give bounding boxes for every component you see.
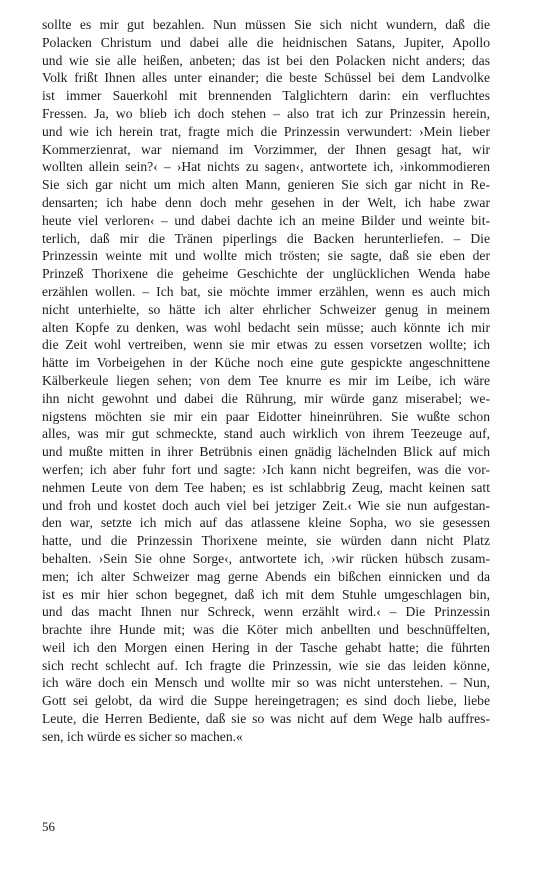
text-line: alten Kopfe zu denken, was wohl bedacht sein müsse; auch könnte ich mir — [42, 319, 490, 335]
text-line: sen, ich würde es sicher so machen.« — [42, 728, 243, 744]
text-line: Gott sei gelobt, da wird die Suppe hereingetragen; es sind doch liebe, liebe — [42, 693, 490, 709]
text-line: hatte, und die Prinzessin Thorixene meinte, sie würden dann nicht Platz — [42, 533, 490, 549]
text-line: und wie ich herein trat, fragte mich die Prinzessin verwundert: ›Mein lieber — [42, 123, 490, 139]
text-line: alles, was mir gut schmeckte, stand auch wirklich von ihrem Teezeuge auf, — [42, 426, 490, 442]
text-line: Polacken Christum und dabei alle die heidnischen Satans, Jupiter, Apollo — [42, 34, 490, 50]
text-line: densarten; ich habe denn doch mehr gesehen in der Welt, ich habe zwar — [42, 194, 490, 210]
text-line: nehmen Leute von dem Tee haben; es ist schlabbrig Zeug, macht keinen satt — [42, 479, 490, 495]
body-text — [42, 16, 490, 746]
text-line: hätte im Vorbeigehen in der Küche noch eine gute gespickte angeschnittene — [42, 355, 490, 371]
text-line: Fressen. Ja, wo blieb ich doch stehen – also trat ich zur Prinzessin herein, — [42, 105, 490, 121]
text-line: ist es mir hier schon begegnet, daß ich mit dem Stuhle umgeschlagen bin, — [42, 586, 490, 602]
text-line: Kommerzienrat, war niemand im Vorzimmer, der Ihnen gesagt hat, wir — [42, 141, 490, 157]
text-line: und wie sie alle heißen, anbeten; das ist bei den Polacken nicht anders; das — [42, 52, 490, 68]
text-line: Prinzessin weinte mit und wollte mich trösten; sie sagte, daß sie eben der — [42, 248, 490, 264]
text-line: ihn nicht gewohnt und dabei die Rührung, mir würde ganz miserabel; we- — [42, 390, 490, 406]
text-line: und mußte mitten in ihrer Betrübnis einen gnädig lächelnden Blick auf mich — [42, 444, 490, 460]
text-line: behalten. ›Sein Sie ohne Sorge‹, antwortete ich, ›wir rücken hübsch zusam- — [42, 550, 490, 566]
text-line: nigstens möchten sie mir ein paar Eidotter hineinrühren. Sie wußte schon — [42, 408, 490, 424]
text-line: brachte ihre Hunde mit; was die Köter mich anbellten und beschnüffelten, — [42, 622, 490, 638]
text-line: heute viel verloren‹ – und dabei dachte ich an meine Bilder und weinte bit- — [42, 212, 490, 228]
text-line: ist immer Sauerkohl mit brennenden Talglichtern darin: ein verfluchtes — [42, 88, 490, 104]
text-line: sollte es mir gut bezahlen. Nun müssen Sie sich nicht wundern, daß die — [42, 17, 490, 32]
text-line: wollten allein sein?‹ – ›Hat nichts zu sagen‹, antwortete ich, ›inkommodieren — [42, 159, 490, 175]
text-line: Leute, die Herren Bediente, daß sie so was nicht auf dem Wege halb auffres- — [42, 711, 490, 727]
text-line: und das macht Ihnen nur Schreck, wenn erzählt wird.‹ – Die Prinzessin — [42, 604, 490, 620]
text-line: den war, setzte ich mich auf das atlassene kleine Sopha, wo sie gesessen — [42, 515, 490, 531]
text-line: die Zeit wohl vertreiben, wenn sie mir etwas zu essen vorsetzen wollte; ich — [42, 337, 490, 353]
text-line: und froh und kostet doch auch viel bei jetziger Zeit.‹ Wie sie nun aufgestan- — [42, 497, 490, 513]
text-line: Sie sich gar nicht um mich alten Mann, genieren Sie sich gar nicht in Re- — [42, 177, 490, 193]
text-line: Volk frißt Ihnen alles unter einander; die beste Schüssel bei dem Landvolke — [42, 70, 490, 86]
page-number: 56 — [42, 819, 55, 834]
text-line: weil ich den Morgen einen Hering in der Tasche gehabt hatte; die führten — [42, 639, 490, 655]
text-line: nicht unterhielte, so hätte ich alter ehrlicher Schweizer genug in meinem — [42, 301, 490, 317]
text-line: werfen; ich aber fuhr fort und sagte: ›Ich kann nicht begreifen, was die vor- — [42, 461, 490, 477]
text-line: sich recht schlecht auf. Ich fragte die Prinzessin, wie sie das leiden könne, — [42, 657, 490, 673]
text-line: terlich, daß mir die Tränen piperlings die Backen herunterliefen. – Die — [42, 230, 490, 246]
text-line: men; ich alter Schweizer mag gerne Abends ein bißchen einnicken und da — [42, 568, 490, 584]
text-line: erzählen wollen. – Ich bat, sie möchte immer erzählen, wenn es auch mich — [42, 283, 490, 299]
text-line: Kälberkeule liegen sehen; von dem Tee knurre es mir im Leibe, ich wäre — [42, 372, 490, 388]
text-line: Prinzeß Thorixene die geheime Geschichte der unglücklichen Wenda habe — [42, 266, 490, 282]
text-line: ich wäre doch ein Mensch und wollte mir so was nicht unterstehen. – Nun, — [42, 675, 490, 691]
